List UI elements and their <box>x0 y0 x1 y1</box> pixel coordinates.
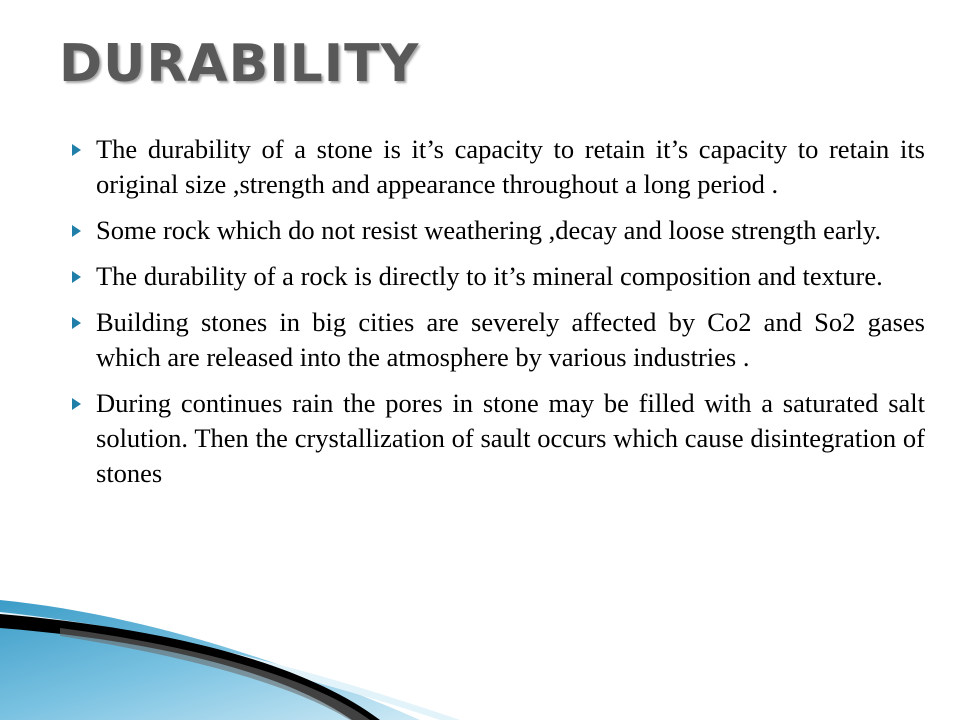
wave-light-shape <box>0 600 420 720</box>
wave-highlight-shape <box>0 612 460 720</box>
wave-dark-shape <box>0 614 380 720</box>
bullet-text: Some rock which do not resist weathering ,decay and loose strength early. <box>96 215 881 245</box>
bullet-item <box>96 213 925 248</box>
bullet-item <box>96 132 925 202</box>
bullet-text: During continues rain the pores in stone may be filled with a saturated salt solution. Then the crystallization of sault occurs which cause disintegration of stones <box>96 388 925 488</box>
bullet-item <box>96 305 925 375</box>
triangle-right-icon <box>72 225 81 237</box>
bullet-item <box>96 259 925 294</box>
slide-title: DURABILITY <box>59 34 420 94</box>
bullet-item <box>96 386 925 491</box>
wave-shadow-shape <box>60 628 370 720</box>
triangle-right-icon <box>72 144 81 156</box>
bullet-text: The durability of a stone is it’s capacity to retain it’s capacity to retain its original size ,strength and appearance throughout a long period . <box>96 134 925 199</box>
bullet-text: The durability of a rock is directly to it’s mineral composition and texture. <box>96 261 883 291</box>
triangle-right-icon <box>72 317 81 329</box>
triangle-right-icon <box>72 271 81 283</box>
triangle-right-icon <box>72 398 81 410</box>
bullet-text: Building stones in big cities are severely affected by Co2 and So2 gases which are released into the atmosphere by various industries . <box>96 307 925 372</box>
bullet-list <box>96 132 925 502</box>
